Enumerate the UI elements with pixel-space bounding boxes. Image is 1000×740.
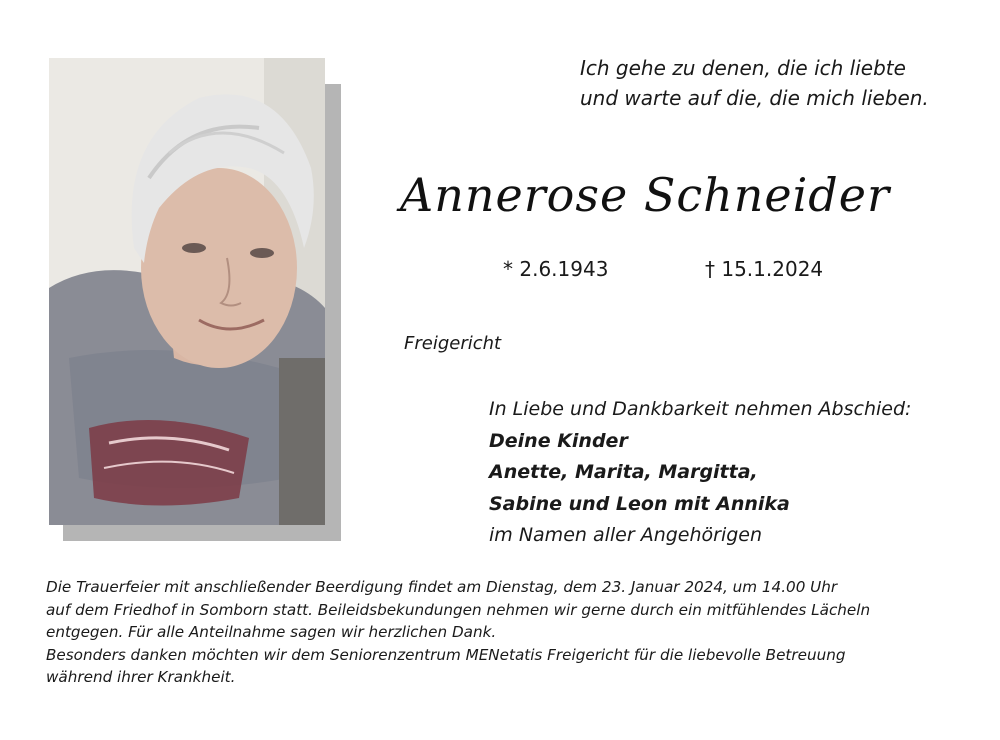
portrait-illustration bbox=[49, 58, 325, 525]
mourners-line: Anette, Marita, Margitta, bbox=[489, 461, 758, 483]
notice-line: auf dem Friedhof in Somborn statt. Beileidsbekundungen nehmen wir gerne durch ein mitfühlendes Lächeln bbox=[46, 600, 871, 619]
mourners-line: Sabine und Leon mit Annika bbox=[489, 492, 790, 515]
notice-line: Besonders danken möchten wir dem Seniorenzentrum MENetatis Freigericht für die liebevolle Betreuung bbox=[46, 645, 846, 664]
death-date: † 15.1.2024 bbox=[705, 257, 824, 281]
notice-line: Die Trauerfeier mit anschließender Beerdigung findet am Dienstag, dem 23. Januar 2024, um 14.00 Uhr bbox=[46, 578, 838, 596]
mourners-block bbox=[489, 394, 989, 552]
notice-line: entgegen. Für alle Anteilnahme sagen wir herzlichen Dank. bbox=[46, 623, 497, 641]
deceased-name: Annerose Schneider bbox=[400, 168, 890, 222]
notice-line: während ihrer Krankheit. bbox=[46, 668, 236, 686]
mourners-intro: In Liebe und Dankbarkeit nehmen Abschied: bbox=[489, 398, 912, 420]
funeral-notice bbox=[46, 576, 976, 689]
portrait-photo bbox=[49, 58, 325, 525]
quote-line-1: Ich gehe zu denen, die ich liebte bbox=[580, 56, 906, 80]
quote-line-2: und warte auf die, die mich lieben. bbox=[580, 86, 929, 110]
place-of-residence: Freigericht bbox=[404, 333, 502, 354]
birth-date: * 2.6.1943 bbox=[503, 257, 609, 281]
mourners-line: Deine Kinder bbox=[489, 429, 628, 452]
quote bbox=[580, 53, 980, 113]
mourners-outro: im Namen aller Angehörigen bbox=[489, 524, 763, 546]
